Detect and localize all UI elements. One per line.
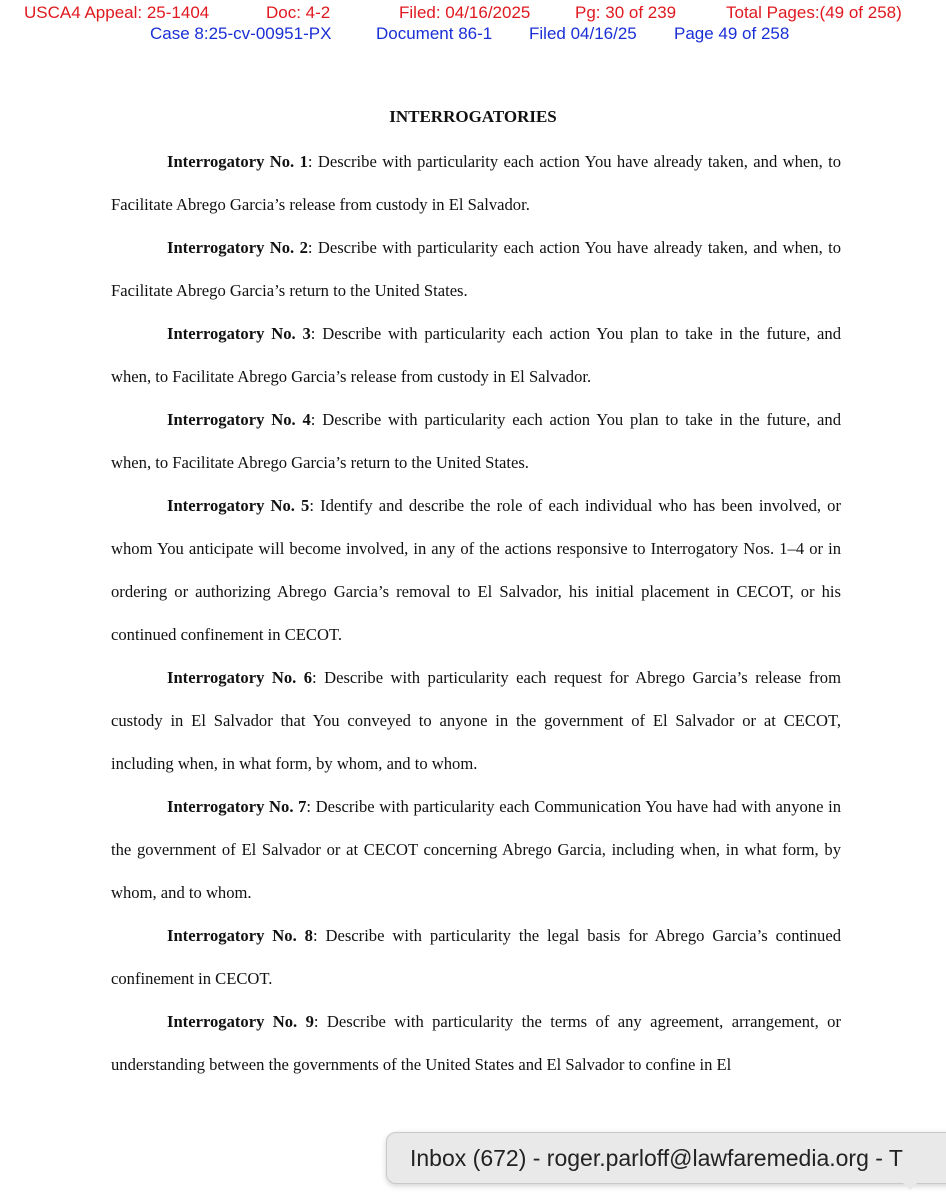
interrogatory-4	[111, 398, 841, 484]
interrogatory-6	[111, 656, 841, 785]
interrogatory-text: : Describe with particularity the legal basis for Abrego Garcia’s continued confinement in CECOT.	[111, 926, 842, 988]
interrogatory-text: : Describe with particularity each request for Abrego Garcia’s release from custody in El Salvador that You conveyed to anyone in the government of El Salvador or at CECOT, including when, in what form, by whom, and to whom.	[111, 668, 841, 773]
interrogatory-2	[111, 226, 841, 312]
tab-tooltip-text: Inbox (672) - roger.parloff@lawfaremedia.org - T	[410, 1145, 903, 1171]
interrogatory-label: Interrogatory No. 7	[167, 797, 307, 816]
interrogatory-8	[111, 914, 841, 1000]
appeal-number: USCA4 Appeal: 25-1404	[24, 3, 210, 22]
document-number: Document 86-1	[376, 24, 493, 43]
interrogatory-text: : Describe with particularity each Communication You have had with anyone in the government of El Salvador or at CECOT concerning Abrego Garcia, including when, in what form, by whom, and to whom.	[111, 797, 842, 902]
interrogatory-text: : Describe with particularity each action You plan to take in the future, and when, to Facilitate Abrego Garcia’s return to the United States.	[111, 410, 842, 472]
case-filed-date: Filed 04/16/25	[529, 24, 637, 43]
interrogatory-label: Interrogatory No. 6	[167, 668, 313, 687]
filing-stamp-case-line	[150, 24, 789, 44]
interrogatory-text: : Describe with particularity each action You have already taken, and when, to Facilitate Abrego Garcia’s release from custody in El Salvador.	[111, 152, 841, 214]
interrogatory-label: Interrogatory No. 4	[167, 410, 311, 429]
doc-number: Doc: 4-2	[266, 3, 331, 22]
interrogatory-text: : Describe with particularity each action You have already taken, and when, to Facilitate Abrego Garcia’s return to the United States.	[111, 238, 841, 300]
interrogatory-text: : Describe with particularity each action You plan to take in the future, and when, to Facilitate Abrego Garcia’s release from custody in El Salvador.	[111, 324, 842, 386]
interrogatory-3	[111, 312, 841, 398]
tab-tooltip	[386, 1132, 946, 1184]
interrogatory-label: Interrogatory No. 5	[167, 496, 310, 515]
total-pages: Total Pages:(49 of 258)	[726, 3, 902, 22]
interrogatory-text: : Identify and describe the role of each individual who has been involved, or whom You anticipate will become involved, in any of the actions responsive to Interrogatory Nos. 1–4 or in ordering or authorizing Abrego Garcia’s removal to El Salvador, his initial placement in CECOT, or his continued confinement in CECOT.	[111, 496, 841, 644]
tooltip-pointer	[896, 1176, 924, 1190]
interrogatory-9	[111, 1000, 841, 1086]
case-number: Case 8:25-cv-00951-PX	[150, 24, 332, 43]
interrogatory-5	[111, 484, 841, 656]
document-title: INTERROGATORIES	[389, 107, 557, 126]
case-page: Page 49 of 258	[674, 24, 790, 43]
interrogatory-label: Interrogatory No. 2	[167, 238, 308, 257]
interrogatory-list	[111, 140, 841, 1086]
interrogatory-label: Interrogatory No. 3	[167, 324, 311, 343]
page-count: Pg: 30 of 239	[575, 3, 677, 22]
interrogatory-label: Interrogatory No. 8	[167, 926, 313, 945]
interrogatory-1	[111, 140, 841, 226]
interrogatory-label: Interrogatory No. 9	[167, 1012, 314, 1031]
interrogatory-label: Interrogatory No. 1	[167, 152, 308, 171]
filed-date: Filed: 04/16/2025	[399, 3, 531, 22]
interrogatory-7	[111, 785, 841, 914]
interrogatory-text: : Describe with particularity the terms of any agreement, arrangement, or understanding between the governments of the United States and El Salvador to confine in El	[111, 1012, 841, 1074]
filing-stamp-appeal-line	[24, 3, 902, 23]
